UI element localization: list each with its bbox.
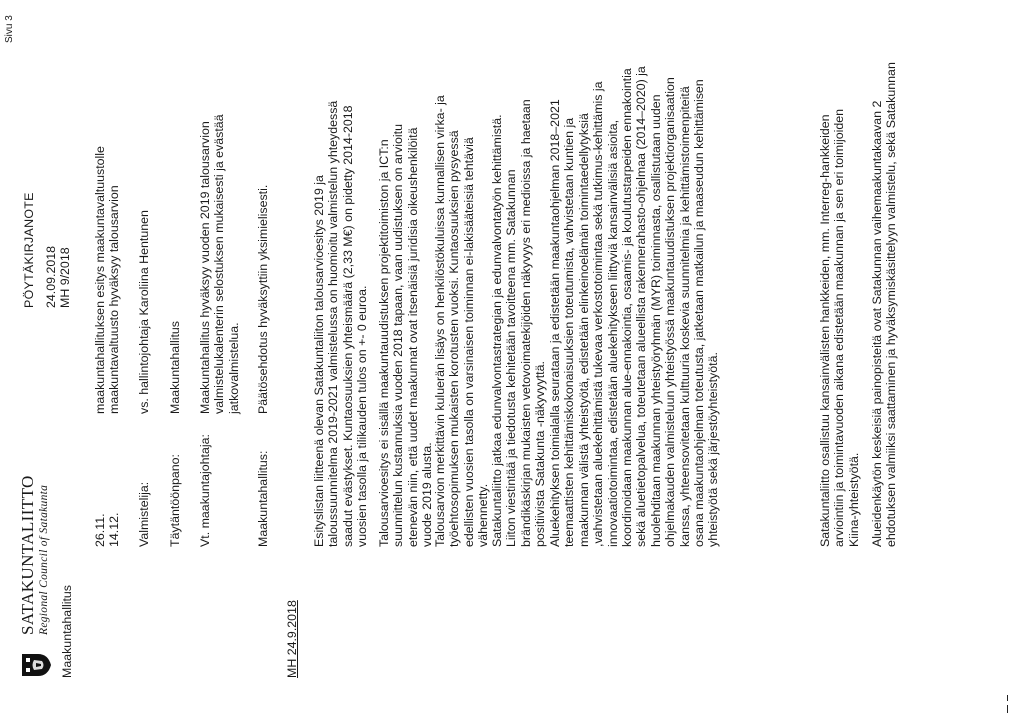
body-paragraph: Talousarvion merkittävin kuluerän lisäys on henkilöstökuluissa kunnallisen virka- ja työehtosopimuksen mukaisten korotusten vuoksi. Kuntaosuuksien pysyessä edellisten vuosien tasolla on varsinaisen toiminnan ei-lakisääteisiä tehtäviä vähennetty. <box>433 95 491 547</box>
proposal-label: Vt. maakuntajohtaja: <box>198 434 212 547</box>
body-paragraph: Satakuntaliitto osallistuu kansainvälisten hankkeiden, mm. Interreg-hankkeiden arviointiin ja toimintavuoden aikana edistetään maakunnan ja sen eri toimijoiden Kiina-yhteistyötä. <box>818 108 861 547</box>
document-date: 24.09.2018 <box>44 245 58 308</box>
body-paragraph: Talousarvioesitys ei sisällä maakuntauudistuksen projektitoimiston ja ICT:n suunnittelun kustannuksia vuoden 2018 tapaan, vaan uudistuksen on arvioitu etenevän niin, että uudet maakunnat ovat itsenäisiä juridisia oikeushenkilöitä vuode 2019 alusta. <box>377 124 435 547</box>
meta-row-value: maakuntahallituksen esitys maakuntavaltuustolle <box>93 146 107 414</box>
executor-label: Täytäntöönpano: <box>168 453 182 547</box>
body-paragraph: Esityslistan liitteenä olevan Satakuntaliiton talousarvioesitys 2019 ja taloussuunnitelma 2019-2021 valmistelussa on huomioitu valmistelun yhteydessä saadut evästykset. Kuntaosuuksien yhteismäärä (2,33 M€) on pidetty 2014-2018 vuosien tasolla ja tilikauden tulos on +- 0 euroa. <box>312 100 370 547</box>
satakunta-coat-of-arms-icon <box>20 652 52 678</box>
organization-name: SATAKUNTALIITTO <box>18 475 37 635</box>
scan-mark <box>1007 705 1008 713</box>
meta-row-value: maakuntavaltuusto hyväksyy talousarvion <box>107 185 121 414</box>
proposal-value: Maakuntahallitus hyväksyy vuoden 2019 talousarvion valmistelukalenterin selostuksen mukaisesti ja evästää jatkovalmistelua. <box>198 114 241 414</box>
meta-row-key: 26.11. <box>93 513 107 547</box>
preparer-value: vs. hallintojohtaja Karoliina Hentunen <box>137 210 151 414</box>
preparer-label: Valmistelija: <box>137 481 151 547</box>
document-reference: MH 9/2018 <box>58 247 72 308</box>
executor-value: Maakuntahallitus <box>168 321 182 414</box>
body-paragraph: Satakuntaliitto jatkaa edunvalvontastrategian ja edunvalvontatyön kehittämistä. Liiton viestintää ja tiedotusta kehitetään tavoitteena mm. Satakunnan brändikäskirjan mukaisten vetovoimatekijöiden näkyvyys eri medioissa ja haetaan positiivista Satakunta -näkyvyyttä. <box>490 99 548 547</box>
meta-row-key: 14.12. <box>107 512 121 547</box>
body-paragraph: Aluekehityksen toimialalla seurataan ja edistetään maakuntaohjelman 2018–2021 teemaattisten kehittämiskokonaisuuksien toteutumista, vahvistetaan kuntien ja maakunnan välistä yhteistyötä, edistetään elinkeinoelämän toimintaedellytyksiä ,vahvistetaan aluekehittämistä tukevaa verkostotoimintaa sekä tutkimus-kehittämis ja innovaatiotoimintaa, edistetään aluekehitykseen liittyviä kansainvälisiä asioita, koordinoidaan maakunnan alue-ennakointia, osaamis- ja koulutustarpeiden ennakointia sekä aluetietopalvelua, toteutetaan alueellista rakennerahasto-ohjelmaa (2014–2020) ja huolehditaan maakunnan yhteistyöryhmän (MYR) toiminnasta, osallistutaan uuden ohjelmakauden valmisteluun yhteistyössä maakuntauudistuksen projektiorganisaation kanssa, yhteensovitetaan kulttuuria koskevia suunnitelmia ja kehittämistoimenpiteitä osana maakuntaohjelman toteutusta, jatketaan matkailun ja maaseudun kehittämisen yhteistyötä sekä järjestöyhteistyötä. <box>548 66 721 547</box>
body-name: Maakuntahallitus <box>60 585 74 678</box>
scan-mark <box>1007 695 1008 701</box>
decision-value: Päätösehdotus hyväksyttiin yksimielisesti. <box>256 184 270 414</box>
section-heading: MH 24.9.2018 <box>285 600 299 678</box>
organization-subtitle: Regional Council of Satakunta <box>38 484 50 635</box>
decision-label: Maakuntahallitus: <box>256 450 270 547</box>
body-paragraph: Alueidenkäytön keskeisiä painopisteitä ovat Satakunnan vaihemaakuntakaavan 2 ehdotuksen valmiiksi saattaminen ja hyväksymiskäsittelyyn valmistelu, sekä Satakunnan <box>870 62 899 547</box>
document-type: PÖYTÄKIRJANOTE <box>22 192 36 308</box>
page-label: Sivu 3 <box>4 15 15 43</box>
